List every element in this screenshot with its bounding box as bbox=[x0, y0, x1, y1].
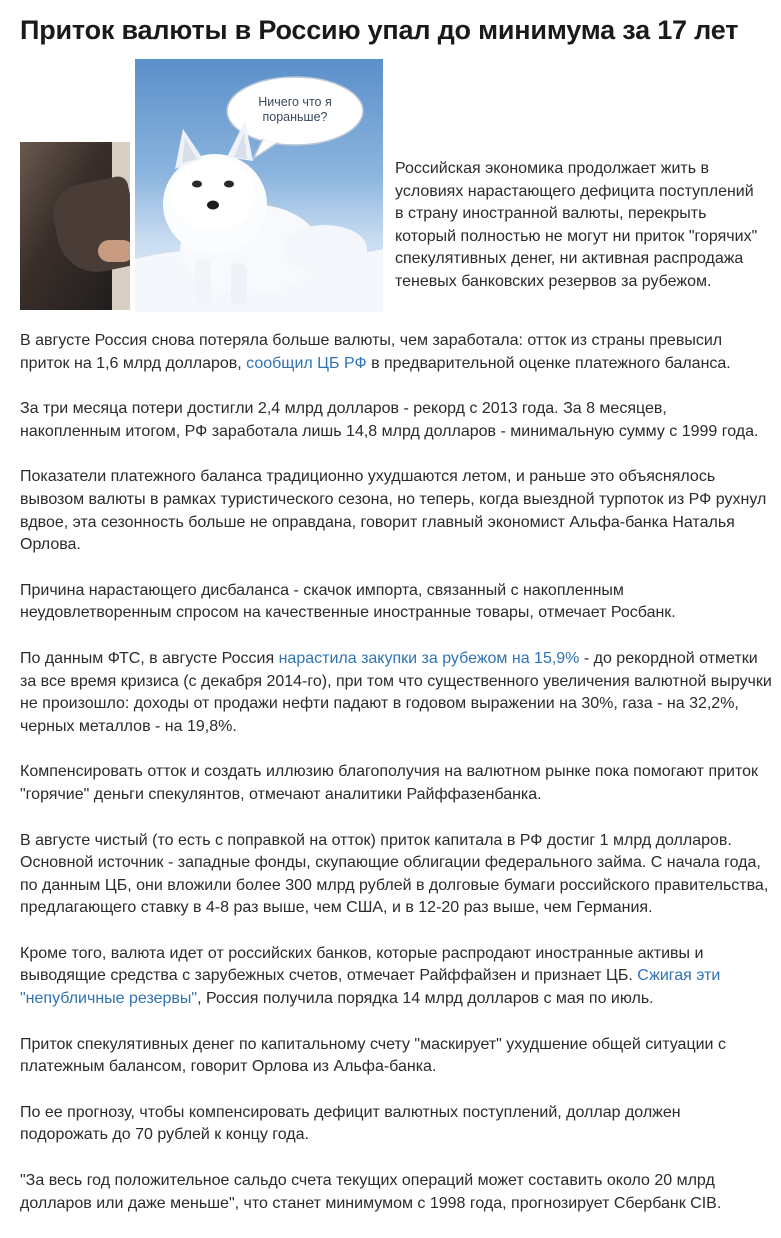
arctic-fox-image bbox=[135, 59, 383, 312]
paragraph: За три месяца потери достигли 2,4 млрд долларов - рекорд с 2013 года. За 8 месяцев, накопленным итогом, РФ заработала лишь 14,8 млрд долларов - минимальную сумму с 1999 года. bbox=[20, 400, 759, 440]
lead-paragraph: Российская экономика продолжает жить в условиях нарастающего дефицита поступлений в страну иностранной валюты, перекрыть который полностью не могут ни приток "горячих" спекулятивных денег, ни активная распродажа теневых банковских резервов за рубежом. bbox=[395, 160, 758, 290]
paragraph: В августе чистый (то есть с поправкой на отток) приток капитала в РФ достиг 1 млрд долларов. Основной источник - западные фонды, скупающие облигации федерального займа. С начала года, по данным ЦБ, они вложили более 300 млрд рублей в долговые бумаги российского правительства, предлагающего ставку в 4-8 раз выше, чем США, и в 12-20 раз выше, чем Германия. bbox=[20, 831, 769, 917]
person-photo bbox=[20, 142, 130, 310]
paragraph: "За весь год положительное сальдо счета текущих операций может составить около 20 млрд долларов или даже меньше", что станет минимумом с 1998 года, прогнозирует Сбербанк CIB. bbox=[20, 1172, 722, 1212]
paragraph: Показатели платежного баланса традиционно ухудшаются летом, и раньше это объяснялось вывозом валюты в рамках туристического сезона, но теперь, когда выездной турпоток из РФ рухнул вдвое, эта сезонность больше не оправдана, говорит главный экономист Альфа-банка Наталья Орлова. bbox=[20, 468, 767, 554]
paragraph: Кроме того, валюта идет от российских банков, которые распродают иностранные активы и выводящие средства с зарубежных счетов, отмечает Райффайзен и признает ЦБ. Сжигая эти "непубличные резервы", Россия получила порядка 14 млрд долларов с мая по июль. bbox=[20, 944, 721, 1008]
link-reserves[interactable]: Сжигая эти "непубличные резервы" bbox=[20, 967, 721, 1008]
link-cbr[interactable]: сообщил ЦБ РФ bbox=[246, 354, 367, 372]
paragraph: Приток спекулятивных денег по капитальному счету "маскирует" ухудшение общей ситуации с платежным балансом, говорит Орлова из Альфа-банка. bbox=[20, 1035, 726, 1076]
paragraph: Компенсировать отток и создать иллюзию благополучия на валютном рынке пока помогают приток "горячие" деньги спекулянтов, отмечают аналитики Райффазенбанка. bbox=[20, 763, 758, 803]
link-imports[interactable]: нарастила закупки за рубежом на 15,9% bbox=[278, 649, 580, 667]
article-title: Приток валюты в Россию упал до минимума за 17 лет bbox=[20, 15, 739, 45]
article-body bbox=[20, 330, 772, 1238]
paragraph: Причина нарастающего дисбаланса - скачок импорта, связанный с накопленным неудовлетворенным спросом на качественные иностранные товары, отмечает Росбанк. bbox=[20, 581, 676, 622]
paragraph: По данным ФТС, в августе Россия нарастила закупки за рубежом на 15,9% - до рекордной отметки за все время кризиса (с декабря 2014-го), при том что существенного увеличения валютной выручки не произошло: доходы от продажи нефти падают в годовом выражении на 30%, газа - на 32,2%, черных металлов - на 19,8%. bbox=[20, 649, 772, 735]
speech-bubble-text: Ничего что я пораньше? bbox=[258, 95, 332, 124]
paragraph: В августе Россия снова потеряла больше валюты, чем заработала: отток из страны превысил приток на 1,6 млрд долларов, сообщил ЦБ РФ в предварительной оценке платежного баланса. bbox=[20, 332, 731, 372]
paragraph: По ее прогнозу, чтобы компенсировать дефицит валютных поступлений, доллар должен подорожать до 70 рублей к концу года. bbox=[20, 1103, 681, 1144]
